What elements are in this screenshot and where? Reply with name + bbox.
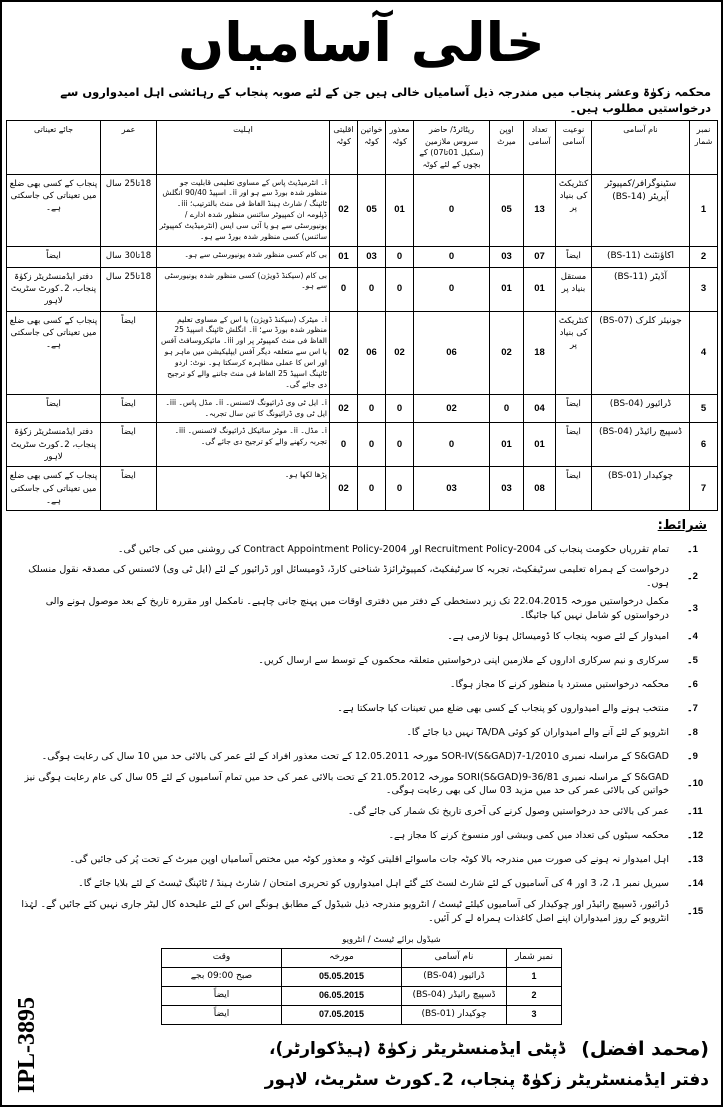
ad-code: IPL-3895	[14, 997, 40, 1094]
cell-women: 0	[358, 467, 386, 511]
column-header: اقلیتی کوٹہ	[330, 121, 358, 174]
cell-minority: 02	[330, 467, 358, 511]
cell-no: 1	[690, 174, 718, 246]
cell-minority: 01	[330, 246, 358, 267]
condition-number: 10۔	[687, 778, 704, 790]
condition-text: اہل امیدوار نہ ہونے کی صورت میں مندرجہ بالا کوٹہ جات ماسوائے اقلیتی کوٹہ و معذور کوٹہ میں مختص آسامیاں اوپن میرٹ کے تحت پُر کی جائیں گی۔	[69, 854, 669, 866]
condition-text: محکمہ سیٹوں کی تعداد میں کمی وبیشی اور منسوخ کرنے کا مجاز ہے۔	[388, 830, 669, 842]
condition-number: 12۔	[687, 830, 704, 842]
cell-open: 01	[490, 423, 524, 467]
schedule-cell-no: 3	[507, 1006, 562, 1025]
condition-item	[12, 896, 711, 928]
schedule-row	[162, 1006, 562, 1025]
condition-text: S&GAD کے مراسلہ نمبری SORI(S&GAD)9-36/81 مورخہ 21.05.2012 کے تحت بالائی عمر کی حد میں تمام آسامیوں کے لئے 05 سال کی عام رعایت ہوگی نیز خواتین کی بالائی عمر کی حد میں مزید 03 سال کی بھی رعایت ہوگی۔	[24, 771, 669, 797]
cell-name: چوکیدار (BS-01)	[592, 467, 690, 511]
condition-item	[12, 537, 711, 561]
cell-no: 4	[690, 311, 718, 394]
signatory: (محمد افضل)	[581, 1038, 709, 1061]
cell-total: 08	[524, 467, 556, 511]
address: دفتر ایڈمنسٹریٹر زکوٰۃ پنجاب، 2۔کورٹ سٹریٹ، لاہور	[264, 1069, 709, 1090]
condition-item	[12, 593, 711, 625]
condition-text: ڈرائیور، ڈسپیچ رائیڈر اور چوکیدار کی آسامیوں کیلئے ٹیسٹ / انٹرویو مندرجہ ذیل شیڈول کے مطابق ہونگے اس کے لئے علیحدہ کال لیٹر جاری نہیں کئے جائیں گے۔ لہٰذا انٹرویو کے روز امیدواران اپنے اصل کاغذات ہمراہ لے کر آئیں۔	[21, 899, 669, 924]
condition-item	[12, 561, 711, 593]
condition-item	[12, 769, 711, 801]
cell-name: ڈرائیور (BS-04)	[592, 394, 690, 423]
cell-no: 3	[690, 267, 718, 311]
cell-women: 03	[358, 246, 386, 267]
cell-posting: پنجاب کے کسی بھی ضلع میں تعیناتی کی جاسکتی ہے۔	[7, 174, 101, 246]
schedule-column-header: نمبر شمار	[507, 949, 562, 968]
cell-name: جونیئر کلرک (BS-07)	[592, 311, 690, 394]
cell-qualification: i۔ مڈل۔ ii۔ موٹر سائیکل ڈرائیونگ لائسنس۔ iii۔ تجربہ رکھنے والے کو ترجیح دی جائے گی۔	[157, 423, 330, 467]
condition-item	[12, 649, 711, 673]
cell-age: ایضاً	[101, 423, 157, 467]
column-header: اہلیت	[157, 121, 330, 174]
cell-retired: 03	[414, 467, 490, 511]
table-row	[7, 394, 718, 423]
condition-text: سرکاری و نیم سرکاری اداروں کے ملازمین اپنی درخواستیں متعلقہ محکموں کے توسط سے ارسال کریں۔	[258, 654, 669, 666]
cell-open: 0	[490, 394, 524, 423]
cell-qualification: i۔ انٹرمیڈیٹ پاس کے مساوی تعلیمی قابلیت جو منظور شدہ بورڈ سے ہو اور ii۔ اسپیڈ 90/40 انگلش ٹائپنگ / شارٹ ہینڈ الفاظ فی منٹ بالترتیب؛ iii۔ ڈپلومہ ان کمپیوٹر سائنس منظور شدہ ادارے / یونیورسٹی سے ہو یا آئی سی ایس (انٹرمیڈیٹ کمپیوٹر سائنس) کسی منظور شدہ بورڈ سے ہو۔	[157, 174, 330, 246]
page-title: خالی آسامیاں	[178, 11, 545, 74]
cell-nature: ایضاً	[556, 423, 592, 467]
condition-item	[12, 745, 711, 769]
column-header: عمر	[101, 121, 157, 174]
cell-open: 03	[490, 467, 524, 511]
cell-age: ایضاً	[101, 467, 157, 511]
footer	[66, 1025, 717, 1097]
cell-posting: دفتر ایڈمنسٹریٹر زکوٰۃ پنجاب، 2۔کورٹ سٹریٹ لاہور	[7, 267, 101, 311]
column-header: نمبر شمار	[690, 121, 718, 174]
condition-text: سیریل نمبر 1، 2، 3 اور 4 کی آسامیوں کے لئے شارٹ لسٹ کئے گئے اہل امیدواروں کو تحریری امتحان / شارٹ ہینڈ / ٹائپنگ ٹیسٹ کے لئے بلایا جائے گا۔	[78, 878, 669, 890]
column-header: جائے تعیناتی	[7, 121, 101, 174]
cell-disabled: 0	[386, 267, 414, 311]
cell-no: 5	[690, 394, 718, 423]
designation: ڈپٹی ایڈمنسٹریٹر زکوٰۃ (ہیڈکوارٹر)،	[269, 1038, 566, 1059]
condition-number: 13۔	[687, 854, 704, 866]
condition-item	[12, 872, 711, 896]
cell-disabled: 01	[386, 174, 414, 246]
schedule-row	[162, 968, 562, 987]
table-row	[7, 246, 718, 267]
table-row	[7, 174, 718, 246]
schedule-cell-post: ڈسپیچ رائیڈر (BS-04)	[402, 987, 507, 1006]
cell-open: 02	[490, 311, 524, 394]
table-header-row	[7, 121, 718, 174]
cell-name: آڈیٹر (BS-11)	[592, 267, 690, 311]
schedule-cell-date: 05.05.2015	[282, 968, 402, 987]
condition-text: انٹرویو کے لئے آنے والے امیدواران کو کوئی TA/DA نہیں دیا جائے گا۔	[406, 726, 669, 738]
cell-nature: کنٹریکٹ کی بنیاد پر	[556, 174, 592, 246]
condition-number: 4۔	[687, 630, 698, 642]
condition-number: 8۔	[687, 726, 698, 738]
condition-text: امیدوار کے لئے صوبہ پنجاب کا ڈومیسائل ہونا لازمی ہے۔	[447, 630, 669, 642]
table-row	[7, 467, 718, 511]
cell-minority: 02	[330, 174, 358, 246]
cell-nature: ایضاً	[556, 246, 592, 267]
condition-number: 2۔	[687, 571, 698, 583]
column-header: ریٹائرڈ/ حاضر سروس ملازمین (سکیل 01تا07) کے بچوں کے لئے کوٹہ	[414, 121, 490, 174]
schedule-table	[161, 948, 562, 1025]
conditions-heading: شرائط:	[657, 518, 707, 534]
cell-age: ایضاً	[101, 311, 157, 394]
schedule-header-row	[162, 949, 562, 968]
cell-total: 01	[524, 423, 556, 467]
cell-nature: ایضاً	[556, 467, 592, 511]
column-header: تعداد آسامی	[524, 121, 556, 174]
cell-total: 13	[524, 174, 556, 246]
condition-text: محکمہ درخواستیں مسترد یا منظور کرنے کا مجاز ہوگا۔	[449, 678, 669, 690]
cell-retired: 0	[414, 174, 490, 246]
cell-disabled: 0	[386, 394, 414, 423]
cell-nature: مستقل بنیاد پر	[556, 267, 592, 311]
cell-posting: دفتر ایڈمنسٹریٹر زکوٰۃ پنجاب، 2۔کورٹ سٹریٹ لاہور	[7, 423, 101, 467]
cell-disabled: 0	[386, 467, 414, 511]
cell-posting: پنجاب کے کسی بھی ضلع میں تعیناتی کی جاسکتی ہے۔	[7, 311, 101, 394]
condition-item	[12, 673, 711, 697]
condition-number: 14۔	[687, 878, 704, 890]
cell-qualification: i۔ میٹرک (سیکنڈ ڈویژن) یا اس کے مساوی تعلیم منظور شدہ بورڈ سے؛ ii۔ انگلش ٹائپنگ اسپیڈ 25 الفاظ فی منٹ کمپیوٹر پر اور iii۔ مائیکروسافٹ آفس یا اس سے متعلقہ دیگر آفس ایپلیکیشن میں ماہر ہو اور اس کا عملی مظاہرہ کرسکتا ہو۔ نوٹ: اردو ٹائپنگ اسپیڈ 25 الفاظ فی منٹ جاننے والے کو ترجیح دی جائے گی۔	[157, 311, 330, 394]
cell-age: ایضاً	[101, 394, 157, 423]
cell-qualification: بی کام کسی منظور شدہ یونیورسٹی سے ہو۔	[157, 246, 330, 267]
cell-retired: 02	[414, 394, 490, 423]
condition-item	[12, 625, 711, 649]
cell-total: 18	[524, 311, 556, 394]
condition-text: مکمل درخواستیں مورخہ 22.04.2015 تک زیر دستخطی کے دفتر میں دفتری اوقات میں پہنچ جانی چاہیے۔ نامکمل اور مقررہ تاریخ کے بعد موصول ہونے والی درخواستوں کو شامل نہیں کیا جائیگا۔	[45, 595, 669, 621]
cell-open: 05	[490, 174, 524, 246]
column-header: خواتین کوٹہ	[358, 121, 386, 174]
column-header: نام آسامی	[592, 121, 690, 174]
condition-number: 5۔	[687, 654, 698, 666]
cell-total: 01	[524, 267, 556, 311]
condition-text: تمام تقرریاں حکومت پنجاب کی Recruitment Policy-2004 اور Contract Appointment Policy-2004 کی روشنی میں کی جائیں گی۔	[117, 543, 669, 555]
cell-women: 0	[358, 423, 386, 467]
cell-age: 18تا30 سال	[101, 246, 157, 267]
condition-number: 3۔	[687, 602, 698, 614]
cell-no: 6	[690, 423, 718, 467]
schedule-cell-date: 07.05.2015	[282, 1006, 402, 1025]
cell-minority: 02	[330, 311, 358, 394]
column-header: معذور کوٹہ	[386, 121, 414, 174]
condition-text: درخواست کے ہمراہ تعلیمی سرٹیفکیٹ، تجربہ کا سرٹیفکیٹ، کمپیوٹرائزڈ شناختی کارڈ، ڈومیسائل اور ڈرائیور کے لئے (ایل ٹی وی) لائسنس کی مصدقہ نقول منسلک ہوں۔	[28, 564, 669, 590]
cell-age: 18تا25 سال	[101, 267, 157, 311]
schedule-cell-time: صبح 09:00 بجے	[162, 968, 282, 987]
cell-no: 7	[690, 467, 718, 511]
column-header: اوپن میرٹ	[490, 121, 524, 174]
cell-total: 07	[524, 246, 556, 267]
cell-women: 0	[358, 394, 386, 423]
condition-item	[12, 824, 711, 848]
condition-item	[12, 800, 711, 824]
bottom-section	[6, 928, 717, 1098]
schedule-cell-no: 2	[507, 987, 562, 1006]
cell-posting: پنجاب کے کسی بھی ضلع میں تعیناتی کی جاسکتی ہے۔	[7, 467, 101, 511]
cell-posting: ایضاً	[7, 394, 101, 423]
cell-nature: کنٹریکٹ کی بنیاد پر	[556, 311, 592, 394]
cell-disabled: 0	[386, 423, 414, 467]
cell-minority: 0	[330, 267, 358, 311]
cell-name: سٹینوگرافر/کمپیوٹر آپریٹر (BS-14)	[592, 174, 690, 246]
table-row	[7, 423, 718, 467]
condition-text: عمر کی بالائی حد درخواستیں وصول کرنے کی آخری تاریخ تک شمار کی جائے گی۔	[347, 806, 669, 818]
intro-text: محکمہ زکوٰۃ وعشر پنجاب میں مندرجہ ذیل آسامیاں خالی ہیں جن کے لئے صوبہ پنجاب کے رہائشی اہل امیدواروں سے درخواستیں مطلوب ہیں۔	[60, 85, 711, 116]
schedule-cell-time: ایضاً	[162, 1006, 282, 1025]
condition-number: 1۔	[687, 543, 698, 555]
schedule-cell-date: 06.05.2015	[282, 987, 402, 1006]
cell-age: 18تا25 سال	[101, 174, 157, 246]
cell-disabled: 02	[386, 311, 414, 394]
cell-name: ڈسپیچ رائیڈر (BS-04)	[592, 423, 690, 467]
cell-nature: ایضاً	[556, 394, 592, 423]
condition-number: 9۔	[687, 750, 698, 762]
column-header: نوعیت آسامی	[556, 121, 592, 174]
condition-number: 7۔	[687, 702, 698, 714]
cell-open: 01	[490, 267, 524, 311]
cell-name: اکاؤنٹنٹ (BS-11)	[592, 246, 690, 267]
cell-women: 06	[358, 311, 386, 394]
cell-retired: 06	[414, 311, 490, 394]
schedule-column-header: نام آسامی	[402, 949, 507, 968]
cell-women: 05	[358, 174, 386, 246]
conditions-list	[6, 537, 717, 927]
cell-disabled: 0	[386, 246, 414, 267]
condition-item	[12, 848, 711, 872]
condition-number: 6۔	[687, 678, 698, 690]
cell-qualification: پڑھا لکھا ہو۔	[157, 467, 330, 511]
schedule-heading: شیڈول برائے ٹیسٹ / انٹرویو	[342, 934, 441, 945]
schedule-column-header: وقت	[162, 949, 282, 968]
cell-posting: ایضاً	[7, 246, 101, 267]
schedule-cell-no: 1	[507, 968, 562, 987]
condition-text: منتخب ہونے والے امیدواروں کو پنجاب کے کسی بھی ضلع میں تعینات کیا جاسکتا ہے۔	[337, 702, 669, 714]
condition-item	[12, 697, 711, 721]
cell-retired: 0	[414, 423, 490, 467]
cell-total: 04	[524, 394, 556, 423]
cell-retired: 0	[414, 246, 490, 267]
vacancies-table	[6, 120, 718, 511]
cell-qualification: i۔ ایل ٹی وی ڈرائیونگ لائسنس۔ ii۔ مڈل پاس۔ iii۔ ایل ٹی وی ڈرائیونگ کا تین سال تجربہ۔	[157, 394, 330, 423]
condition-item	[12, 721, 711, 745]
schedule-cell-post: چوکیدار (BS-01)	[402, 1006, 507, 1025]
cell-minority: 0	[330, 423, 358, 467]
cell-minority: 02	[330, 394, 358, 423]
condition-text: S&GAD کے مراسلہ نمبری SOR-IV(S&GAD)7-1/2010 مورخہ 12.05.2011 کے تحت معذور افراد کے لئے عمر کی بالائی حد میں 10 سال کی رعایت ہوگی۔	[41, 750, 669, 762]
table-row	[7, 267, 718, 311]
cell-retired: 0	[414, 267, 490, 311]
condition-number: 11۔	[687, 806, 703, 818]
cell-qualification: بی کام (سیکنڈ ڈویژن) کسی منظور شدہ یونیورسٹی سے ہو۔	[157, 267, 330, 311]
cell-women: 0	[358, 267, 386, 311]
table-row	[7, 311, 718, 394]
cell-open: 03	[490, 246, 524, 267]
schedule-column-header: مورخہ	[282, 949, 402, 968]
schedule-cell-time: ایضاً	[162, 987, 282, 1006]
cell-no: 2	[690, 246, 718, 267]
schedule-cell-post: ڈرائیور (BS-04)	[402, 968, 507, 987]
condition-number: 15۔	[687, 905, 704, 917]
schedule-row	[162, 987, 562, 1006]
